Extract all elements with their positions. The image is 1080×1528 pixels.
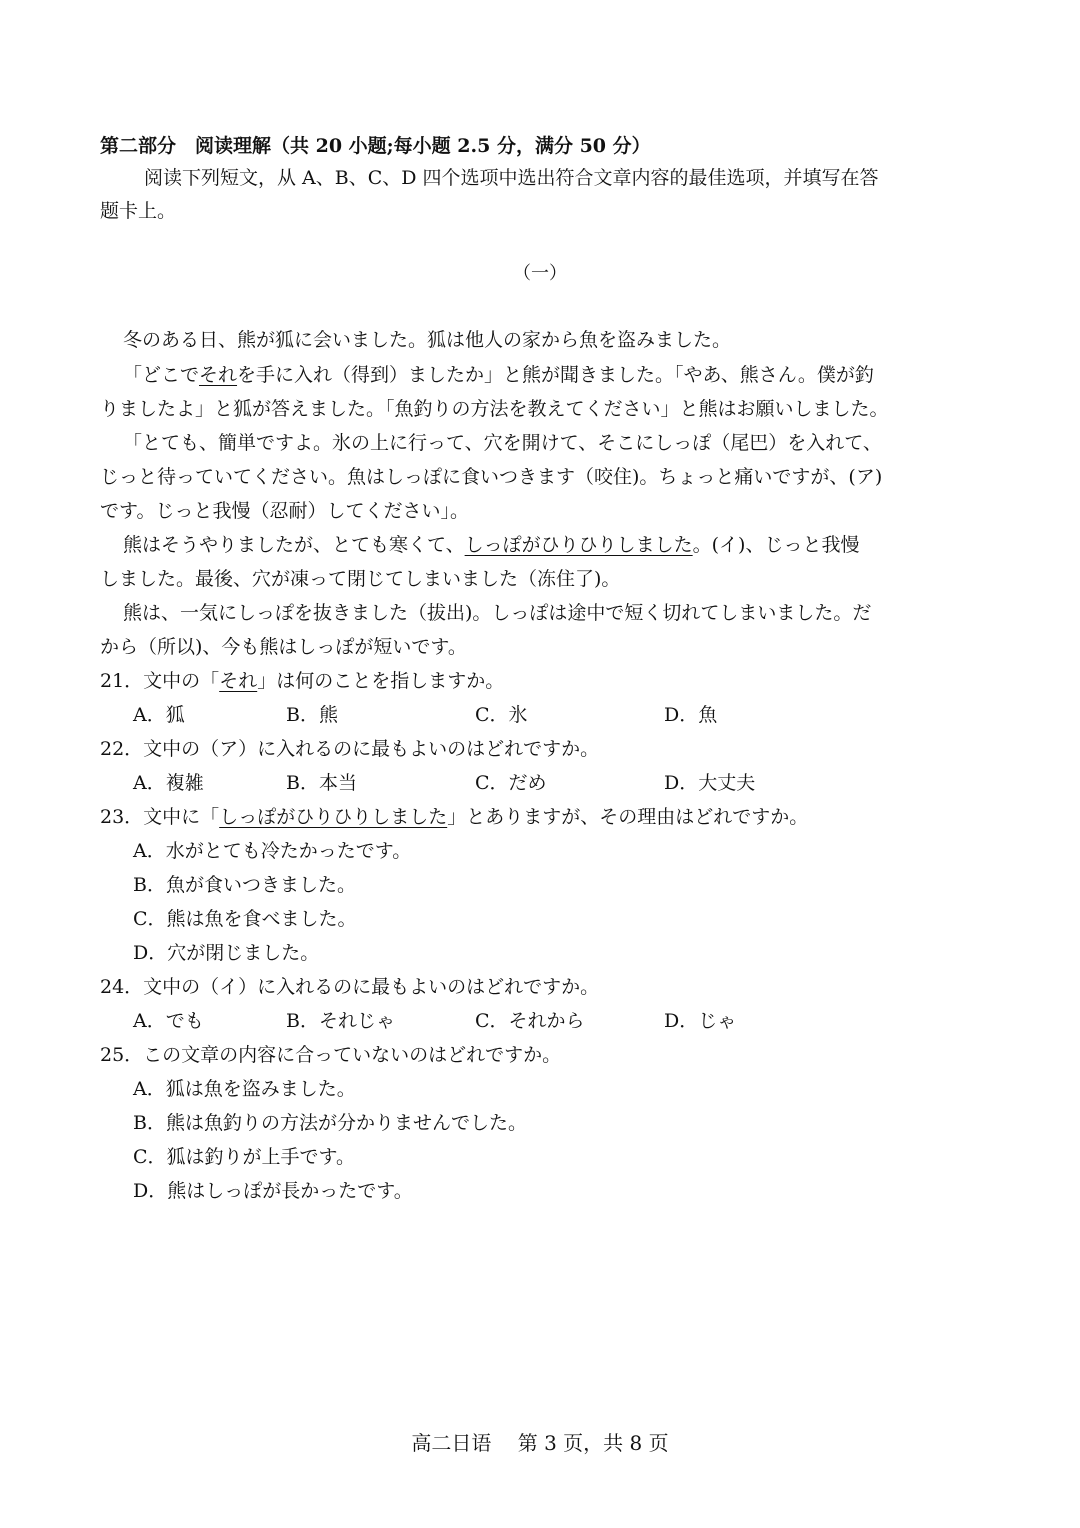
passage-text: 熊はそうやりましたが、とても寒くて、	[123, 534, 465, 556]
option-c: C．それから	[475, 1010, 585, 1032]
passage-p2-line2: りましたよ」と狐が答えました。「魚釣りの方法を教えてください」と熊はお願いしました。	[100, 398, 889, 420]
question-21-options	[133, 703, 717, 727]
instruction-line-2: 题卡上。	[100, 200, 177, 222]
question-text: 21．文中の「	[100, 670, 220, 692]
passage-number: （一）	[513, 263, 567, 284]
option-c: C．氷	[475, 704, 528, 726]
underlined-text: しっぽがひりひりしました	[464, 534, 693, 556]
option-d: D．魚	[664, 704, 718, 726]
option-b: B．それじゃ	[286, 1010, 395, 1032]
option-a: A．狐	[133, 704, 185, 726]
option-d: D．じゃ	[664, 1010, 737, 1032]
option-b: B．熊	[286, 704, 338, 726]
passage-p2-line1	[123, 363, 874, 387]
option-a: A．狐は魚を盗みました。	[133, 1078, 356, 1100]
question-23-stem	[100, 805, 808, 829]
question-text: 23．文中に「	[100, 806, 220, 828]
option-a: A．複雑	[133, 772, 204, 794]
option-d: D．大丈夫	[664, 772, 756, 794]
question-22-options	[133, 771, 755, 795]
section-title: 第二部分 阅读理解（共 20 小题;每小题 2.5 分，满分 50 分）	[100, 135, 651, 157]
option-b: B．本当	[286, 772, 357, 794]
option-a: A．でも	[133, 1010, 204, 1032]
passage-p4-line2: しました。最後、穴が凍って閉じてしまいました（冻住了)。	[100, 568, 621, 590]
underlined-text: それ	[199, 364, 238, 386]
question-25-stem: 25．この文章の内容に合っていないのはどれですか。	[100, 1044, 562, 1066]
passage-p3-line1: 「とても、簡単ですよ。氷の上に行って、穴を開けて、そこにしっぽ（尾巴）を入れて、	[123, 432, 882, 454]
passage-p1: 冬のある日、熊が狐に会いました。狐は他人の家から魚を盗みました。	[123, 329, 732, 351]
option-d: D．穴が閉じました。	[133, 942, 320, 964]
passage-p4-line1	[123, 533, 859, 557]
option-c: C．だめ	[475, 772, 547, 794]
option-a: A．水がとても冷たかったです。	[133, 840, 412, 862]
option-c: C．狐は釣りが上手です。	[133, 1146, 356, 1168]
option-d: D．熊はしっぽが長かったです。	[133, 1180, 413, 1202]
passage-p3-line3: です。じっと我慢（忍耐）してください」。	[100, 500, 469, 522]
option-b: B．魚が食いつきました。	[133, 874, 356, 896]
option-c: C．熊は魚を食べました。	[133, 908, 357, 930]
question-22-stem: 22．文中の（ア）に入れるのに最もよいのはどれですか。	[100, 738, 600, 760]
passage-text: 。(イ)、じっと我慢	[692, 534, 860, 556]
underlined-text: しっぽがひりひりしました	[219, 806, 448, 828]
question-24-stem: 24．文中の（イ）に入れるのに最もよいのはどれですか。	[100, 976, 600, 998]
passage-text: を手に入れ（得到）ましたか」と熊が聞きました。「やあ、熊さん。僕が釣	[237, 364, 874, 386]
question-text: 」とありますが、その理由はどれですか。	[447, 806, 809, 828]
question-text: 」は何のことを指しますか。	[257, 670, 505, 692]
passage-p5-line2: から（所以)、今も熊はしっぽが短いです。	[100, 636, 467, 658]
page-footer: 高二日语 第 3 页，共 8 页	[411, 1431, 669, 1455]
instruction-line-1: 阅读下列短文，从 A、B、C、D 四个选项中选出符合文章内容的最佳选项，并填写在答	[144, 167, 879, 189]
option-b: B．熊は魚釣りの方法が分かりませんでした。	[133, 1112, 527, 1134]
question-21-stem	[100, 669, 504, 693]
question-24-options	[133, 1009, 736, 1033]
underlined-text: それ	[219, 670, 258, 692]
passage-p5-line1: 熊は、一気にしっぽを抜きました（拔出)。しっぽは途中で短く切れてしまいました。だ	[123, 602, 872, 624]
passage-p3-line2: じっと待っていてください。魚はしっぽに食いつきます（咬住)。ちょっと痛いですが、(ア)	[100, 466, 883, 488]
passage-text: 「どこで	[123, 364, 200, 386]
